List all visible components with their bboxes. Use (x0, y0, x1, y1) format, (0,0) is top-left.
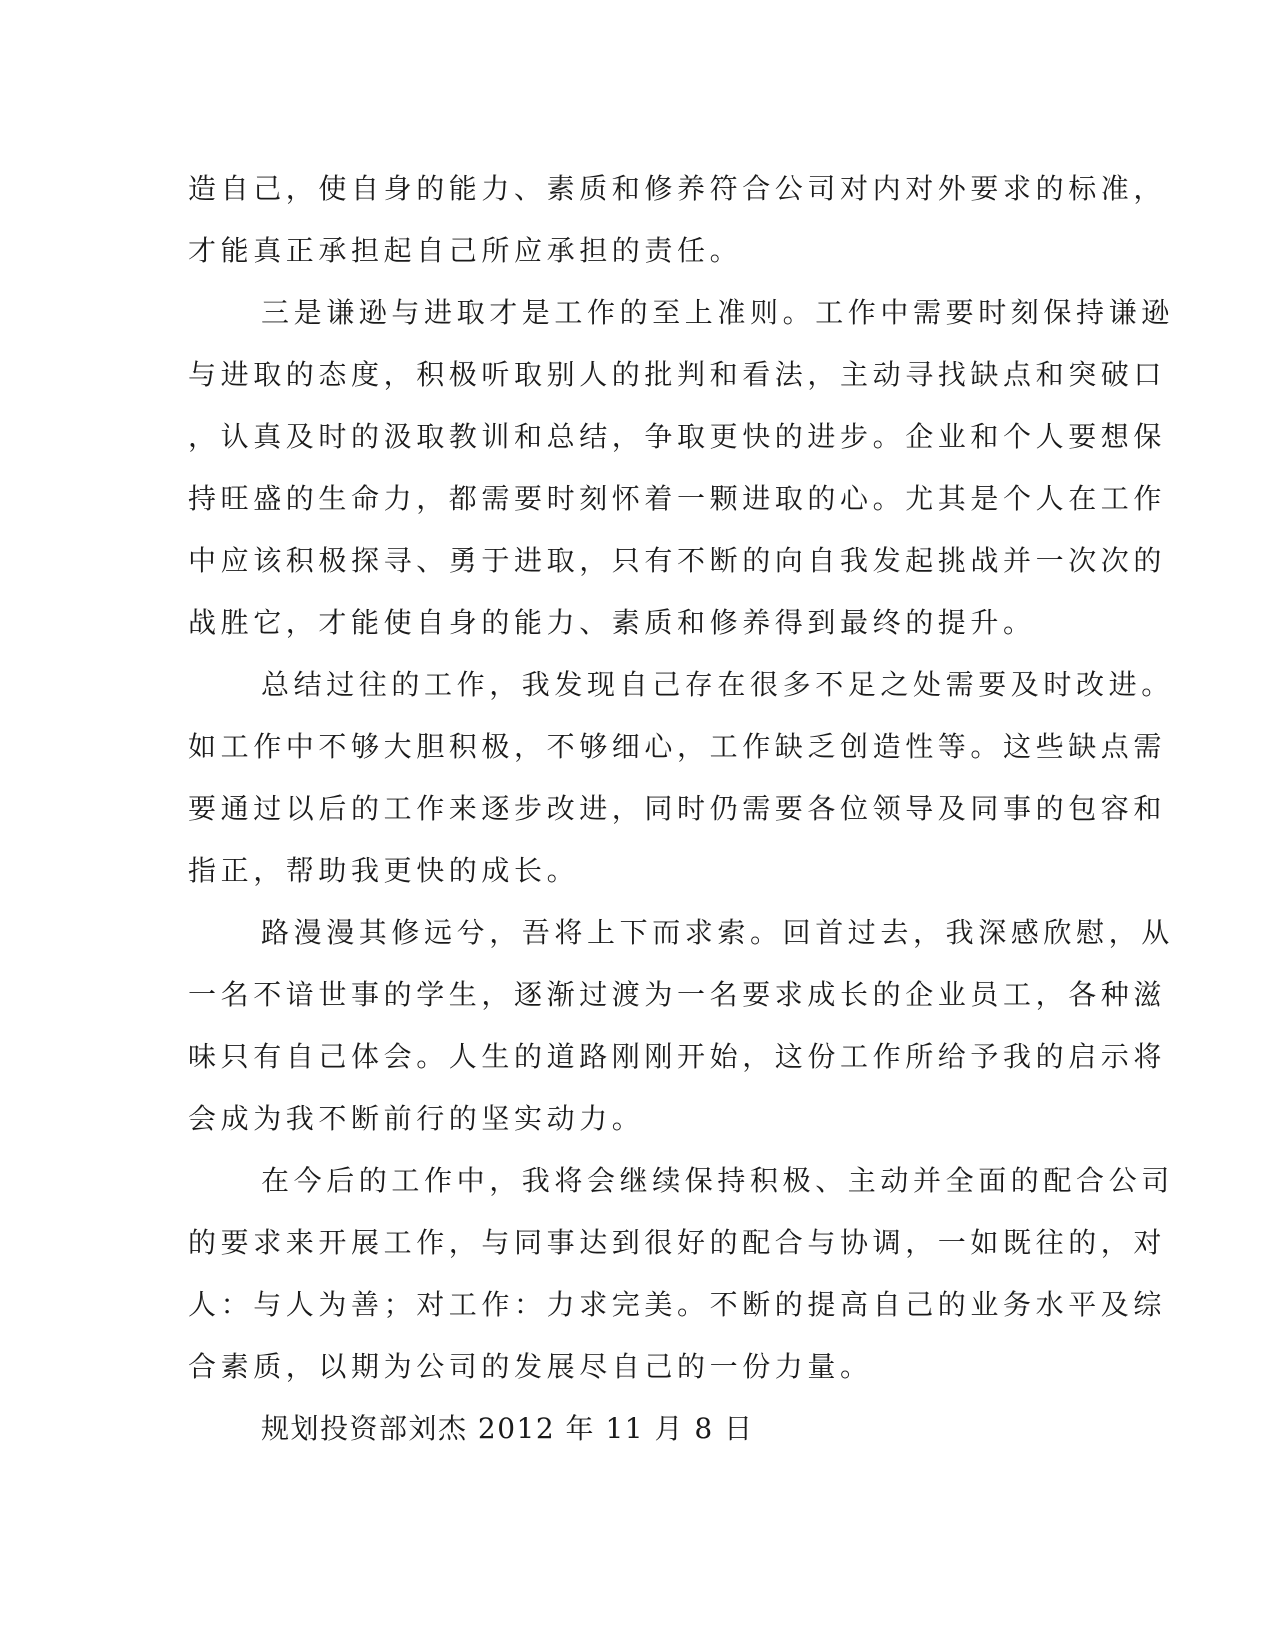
text-line: 中应该积极探寻、勇于进取，只有不断的向自我发起挑战并一次次的 (188, 544, 1167, 577)
text-line: 与进取的态度，积极听取别人的批判和看法，主动寻找缺点和突破口 (188, 358, 1167, 391)
paragraph-2 (188, 282, 1174, 654)
paragraph-1 (188, 158, 1167, 282)
text-line: 会成为我不断前行的坚实动力。 (188, 1102, 645, 1135)
paragraph-4 (188, 902, 1174, 1150)
document-body (188, 158, 1174, 1460)
paragraph-3 (188, 654, 1174, 902)
text-line: 才能真正承担起自己所应承担的责任。 (188, 234, 743, 267)
text-line: 三是谦逊与进取才是工作的至上准则。工作中需要时刻保持谦逊 (261, 296, 1174, 329)
text-line: ，认真及时的汲取教训和总结，争取更快的进步。企业和个人要想保 (188, 420, 1167, 453)
text-line: 一名不谙世事的学生，逐渐过渡为一名要求成长的企业员工，各种滋 (188, 978, 1167, 1011)
text-line: 要通过以后的工作来逐步改进，同时仍需要各位领导及同事的包容和 (188, 792, 1167, 825)
paragraph-5 (188, 1150, 1174, 1398)
text-line: 的要求来开展工作，与同事达到很好的配合与协调，一如既往的，对 (188, 1226, 1167, 1259)
text-line: 合素质，以期为公司的发展尽自己的一份力量。 (188, 1350, 873, 1383)
text-line: 如工作中不够大胆积极，不够细心，工作缺乏创造性等。这些缺点需 (188, 730, 1167, 763)
text-line: 造自己，使自身的能力、素质和修养符合公司对内对外要求的标准， (188, 172, 1167, 205)
text-line: 指正，帮助我更快的成长。 (188, 854, 580, 887)
text-line: 味只有自己体会。人生的道路刚刚开始，这份工作所给予我的启示将 (188, 1040, 1167, 1073)
text-line: 战胜它，才能使自身的能力、素质和修养得到最终的提升。 (188, 606, 1036, 639)
text-line: 在今后的工作中，我将会继续保持积极、主动并全面的配合公司 (261, 1164, 1174, 1197)
text-line: 持旺盛的生命力，都需要时刻怀着一颗进取的心。尤其是个人在工作 (188, 482, 1167, 515)
text-line: 路漫漫其修远兮，吾将上下而求索。回首过去，我深感欣慰，从 (261, 916, 1174, 949)
signature-paragraph (188, 1398, 1088, 1460)
signature-line: 规划投资部刘杰 2012 年 11 月 8 日 (261, 1412, 754, 1445)
text-line: 人：与人为善；对工作：力求完美。不断的提高自己的业务水平及综 (188, 1288, 1167, 1321)
text-line: 总结过往的工作，我发现自己存在很多不足之处需要及时改进。 (261, 668, 1174, 701)
